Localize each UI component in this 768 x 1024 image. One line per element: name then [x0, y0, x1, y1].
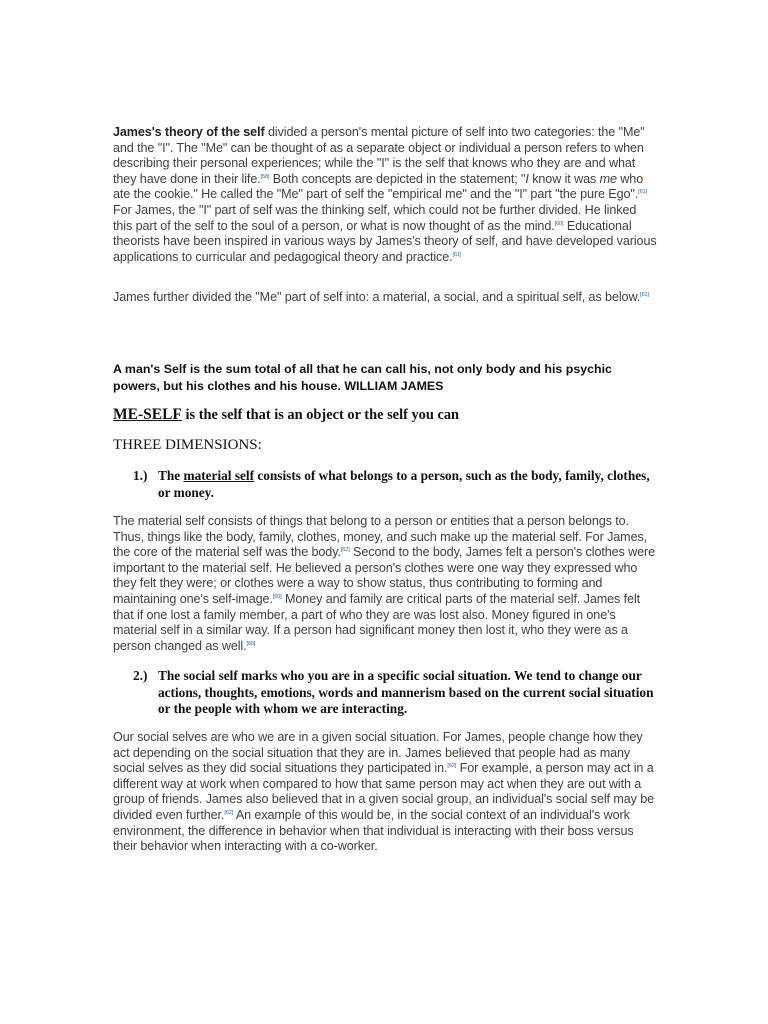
- intro-bold-lead: James's theory of the self: [113, 125, 265, 139]
- citation-link[interactable]: [60]: [246, 640, 256, 647]
- william-james-quote: A man's Self is the sum total of all that he can call his, not only body and his psychic powers, but his clothes and his house. WILLIAM JAMES: [113, 362, 612, 393]
- further-paragraph: James further divided the "Me" part of self into: a material, a social, and a spiritual self, as below.[61]: [113, 290, 649, 304]
- citation-link[interactable]: [58]: [260, 173, 270, 180]
- me-self-heading: ME-SELF is the self that is an object or the self you can: [113, 406, 460, 423]
- material-self-paragraph: The material self consists of things that belong to a person or entities that a person belongs to. Thus, things like the body, family, clothes, money, and such make up the material self. For James, the core of the material self was the body.[62] Second to the body, James felt a person's clothes were important to the material self. He believed a person's clothes were one way they expressed who they felt they were; or clothes were a way to show status, thus contributing to forming and maintaining one's self-image.[60] Money and family are critical parts of the material self. James felt that if one lost a family member, a part of who they are was lost also. Money figured in one's material self in a similar way. If a person had significant money then lost it, who they were as a person changed as well.[60]: [113, 514, 656, 653]
- social-self-paragraph: Our social selves are who we are in a given social situation. For James, people change how they act depending on the social situation that they are in. James believed that people had as many social selves as they did social situations they participated in.[62] For example, a person may act in a different way at work when compared to how that same person may act when they are out with a group of friends. James also believed that in a given social group, an individual's social self may be divided even further.[62] An example of this would be, in the social context of an individual's work environment, the difference in behavior when that individual is interacting with their boss versus their behavior when interacting with a co-worker.: [113, 730, 655, 854]
- citation-link[interactable]: [61]: [452, 251, 462, 258]
- three-dimensions-heading: THREE DIMENSIONS:: [113, 437, 262, 453]
- citation-link[interactable]: [62]: [224, 809, 234, 816]
- citation-link[interactable]: [61]: [640, 292, 649, 298]
- list-number: 2.): [133, 668, 148, 683]
- citation-link[interactable]: [60]: [272, 593, 282, 600]
- material-self-term: material self: [183, 468, 255, 483]
- citation-link[interactable]: [61]: [638, 189, 647, 196]
- citation-link[interactable]: [62]: [447, 763, 457, 770]
- me-self-label: ME-SELF: [113, 406, 182, 423]
- citation-link[interactable]: [62]: [340, 547, 350, 554]
- citation-link[interactable]: [60]: [554, 220, 564, 227]
- list-item-material-self: 1.) The material self consists of what belongs to a person, such as the body, family, clothes, or money.: [133, 468, 650, 500]
- list-number: 1.): [133, 468, 148, 483]
- list-item-social-self: 2.) The social self marks who you are in a specific social situation. We tend to change our actions, thoughts, emotions, words and mannerism based on the current social situation or the people with whom we are interacting.: [133, 668, 654, 716]
- intro-paragraph: James's theory of the self divided a person's mental picture of self into two categories: the "Me" and the "I". The "Me" can be thought of as a separate object or individual a person refers to when describing their personal experiences; while the "I" is the self that knows who they are and what they have done in their life.[58] Both concepts are depicted in the statement; "I know it was me who ate the cookie." He called the "Me" part of self the "empirical me" and the "I" part "the pure Ego".[61] For James, the "I" part of self was the thinking self, which could not be further divided. He linked this part of the self to the soul of a person, or what is now thought of as the mind.[60] Educational theorists have been inspired in various ways by James's theory of self, and have developed various applications to curricular and pedagogical theory and practice.[61]: [113, 125, 657, 264]
